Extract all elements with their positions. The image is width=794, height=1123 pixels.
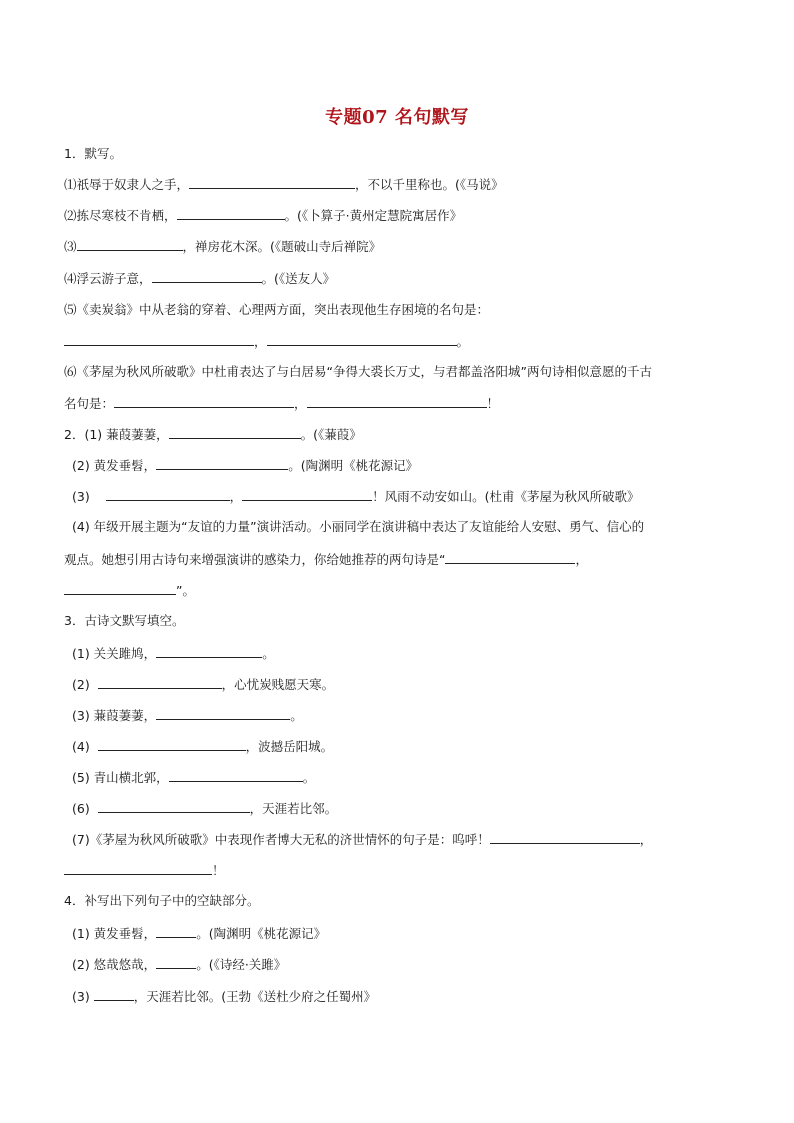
q3-item-4-post: ，波撼岳阳城。 <box>245 739 334 754</box>
q1-item-3 <box>64 237 381 256</box>
q2-item-2-pre: (2) 黄发垂髫， <box>72 458 157 473</box>
q1-item-3-pre: ⑶ <box>64 239 77 254</box>
q4-item-1-pre: (1) 黄发垂髫， <box>72 926 157 941</box>
answer-blank[interactable] <box>267 332 457 346</box>
q1-item-4 <box>64 269 335 288</box>
q1-item-1-pre: ⑴祇辱于奴隶人之手， <box>64 177 190 192</box>
q3-item-7-pre: (7)《茅屋为秋风所破歌》中表现作者博大无私的济世情怀的句子是：呜呼！ <box>72 832 490 847</box>
answer-blank[interactable] <box>156 924 196 938</box>
q4-item-3 <box>72 987 376 1006</box>
q2-item-2 <box>72 456 418 475</box>
answer-blank[interactable] <box>114 394 294 408</box>
q2-item-3-pre: (3) <box>72 489 90 504</box>
q1-stem: 1．默写。 <box>64 146 122 161</box>
q1-item-5-answer <box>64 332 469 351</box>
answer-blank[interactable] <box>156 644 262 658</box>
q1-item-5-end: 。 <box>456 334 470 349</box>
q3-item-7 <box>72 830 652 849</box>
q2-item-4-line-3 <box>64 581 195 600</box>
answer-blank[interactable] <box>156 456 288 470</box>
answer-blank[interactable] <box>106 487 230 501</box>
q1-item-1-post: ，不以千里称也。(《马说》 <box>355 177 504 192</box>
answer-blank[interactable] <box>189 175 355 189</box>
answer-blank[interactable] <box>156 955 196 969</box>
q3-stem: 3．古诗文默写填空。 <box>64 613 185 628</box>
answer-blank[interactable] <box>98 737 246 751</box>
q2-item-4-end: ”。 <box>176 583 195 598</box>
q4-stem: 4．补写出下列句子中的空缺部分。 <box>64 893 260 908</box>
q1-item-3-post: ，禅房花木深。(《题破山寺后禅院》 <box>182 239 382 254</box>
q4-item-1-post: 。(陶渊明《桃花源记》 <box>196 926 327 941</box>
answer-blank[interactable] <box>98 675 222 689</box>
q1-item-2 <box>64 206 462 225</box>
q2-item-4-stem: (4) 年级开展主题为“友谊的力量”演讲活动。小丽同学在演讲稿中表达了友谊能给人安慰、勇气、信心的 <box>72 519 645 534</box>
answer-blank[interactable] <box>98 799 250 813</box>
q3-item-3 <box>72 706 303 725</box>
q1-item-6-pre: 名句是： <box>64 396 115 411</box>
q3-item-4-pre: (4) <box>72 739 90 754</box>
answer-blank[interactable] <box>64 861 212 875</box>
q3-item-1-post: 。 <box>262 646 275 661</box>
q1-item-6-mid: ， <box>294 396 307 411</box>
q3-item-5-pre: (5) 青山横北郭， <box>72 770 169 785</box>
q3-item-7-end: ！ <box>212 863 225 878</box>
q1-item-1 <box>64 175 504 194</box>
q2-item-4-line-2-pre: 观点。她想引用古诗句来增强演讲的感染力，你给她推荐的两句诗是“ <box>64 552 446 567</box>
answer-blank[interactable] <box>77 237 183 251</box>
q2-item-3 <box>72 487 640 506</box>
q2-item-4-line-2 <box>64 550 588 569</box>
q3-item-1-pre: (1) 关关雎鸠， <box>72 646 157 661</box>
answer-blank[interactable] <box>156 706 290 720</box>
q3-item-3-post: 。 <box>290 708 303 723</box>
q3-item-2-pre: (2) <box>72 677 90 692</box>
answer-blank[interactable] <box>242 487 372 501</box>
q1-item-4-pre: ⑷浮云游子意， <box>64 271 152 286</box>
q3-item-7-post: ， <box>639 832 653 847</box>
q2-item-1-post: 。(《蒹葭》 <box>300 427 362 442</box>
q1-item-6-end: ！ <box>486 396 500 411</box>
q1-item-5-mid: ， <box>254 334 267 349</box>
answer-blank[interactable] <box>94 987 134 1001</box>
q3-item-2-post: ，心忧炭贱愿天寒。 <box>221 677 335 692</box>
q2-item-4-line-2-post: ， <box>575 552 588 567</box>
answer-blank[interactable] <box>152 269 262 283</box>
q3-item-2 <box>72 675 334 694</box>
q1-item-6-stem: ⑹《茅屋为秋风所破歌》中杜甫表达了与白居易“争得大裘长万丈，与君都盖洛阳城”两句诗相似意愿的千古 <box>64 364 652 379</box>
answer-blank[interactable] <box>169 768 303 782</box>
q3-item-6-post: ，天涯若比邻。 <box>249 801 338 816</box>
page-title: 专题07 名句默写 <box>325 107 469 128</box>
answer-blank[interactable] <box>177 206 285 220</box>
q4-item-2 <box>72 955 286 974</box>
q3-item-7-line-2 <box>64 861 225 880</box>
q3-item-6-pre: (6) <box>72 801 90 816</box>
q1-item-4-post: 。(《送友人》 <box>261 271 336 286</box>
q3-item-5-post: 。 <box>302 770 316 785</box>
q4-item-3-post: ，天涯若比邻。(王勃《送杜少府之任蜀州》 <box>133 989 377 1004</box>
q2-item-2-post: 。(陶渊明《桃花源记》 <box>288 458 419 473</box>
q2-item-3-post: ！风雨不动安如山。(杜甫《茅屋为秋风所破歌》 <box>372 489 640 504</box>
q4-item-3-pre: (3) <box>72 989 90 1004</box>
q3-item-5 <box>72 768 315 787</box>
q3-item-6 <box>72 799 337 818</box>
q2-item-1 <box>64 425 362 444</box>
q1-item-2-pre: ⑵拣尽寒枝不肯栖， <box>64 208 177 223</box>
q4-item-2-pre: (2) 悠哉悠哉， <box>72 957 157 972</box>
answer-blank[interactable] <box>64 332 254 346</box>
answer-blank[interactable] <box>169 425 301 439</box>
q1-item-5-stem: ⑸《卖炭翁》中从老翁的穿着、心理两方面，突出表现他生存困境的名句是： <box>64 302 490 317</box>
answer-blank[interactable] <box>64 581 176 595</box>
q3-item-3-pre: (3) 蒹葭萋萋， <box>72 708 157 723</box>
q2-item-1-pre: 2．(1) 蒹葭萋萋， <box>64 427 169 442</box>
q2-item-3-mid: ， <box>229 489 243 504</box>
q1-item-2-post: 。(《卜算子·黄州定慧院寓居作》 <box>284 208 463 223</box>
answer-blank[interactable] <box>490 830 640 844</box>
answer-blank[interactable] <box>307 394 487 408</box>
q3-item-4 <box>72 737 333 756</box>
q4-item-1 <box>72 924 326 943</box>
q4-item-2-post: 。(《诗经·关雎》 <box>196 957 287 972</box>
q3-item-1 <box>72 644 275 663</box>
q1-item-6-answer <box>64 394 499 413</box>
answer-blank[interactable] <box>445 550 575 564</box>
